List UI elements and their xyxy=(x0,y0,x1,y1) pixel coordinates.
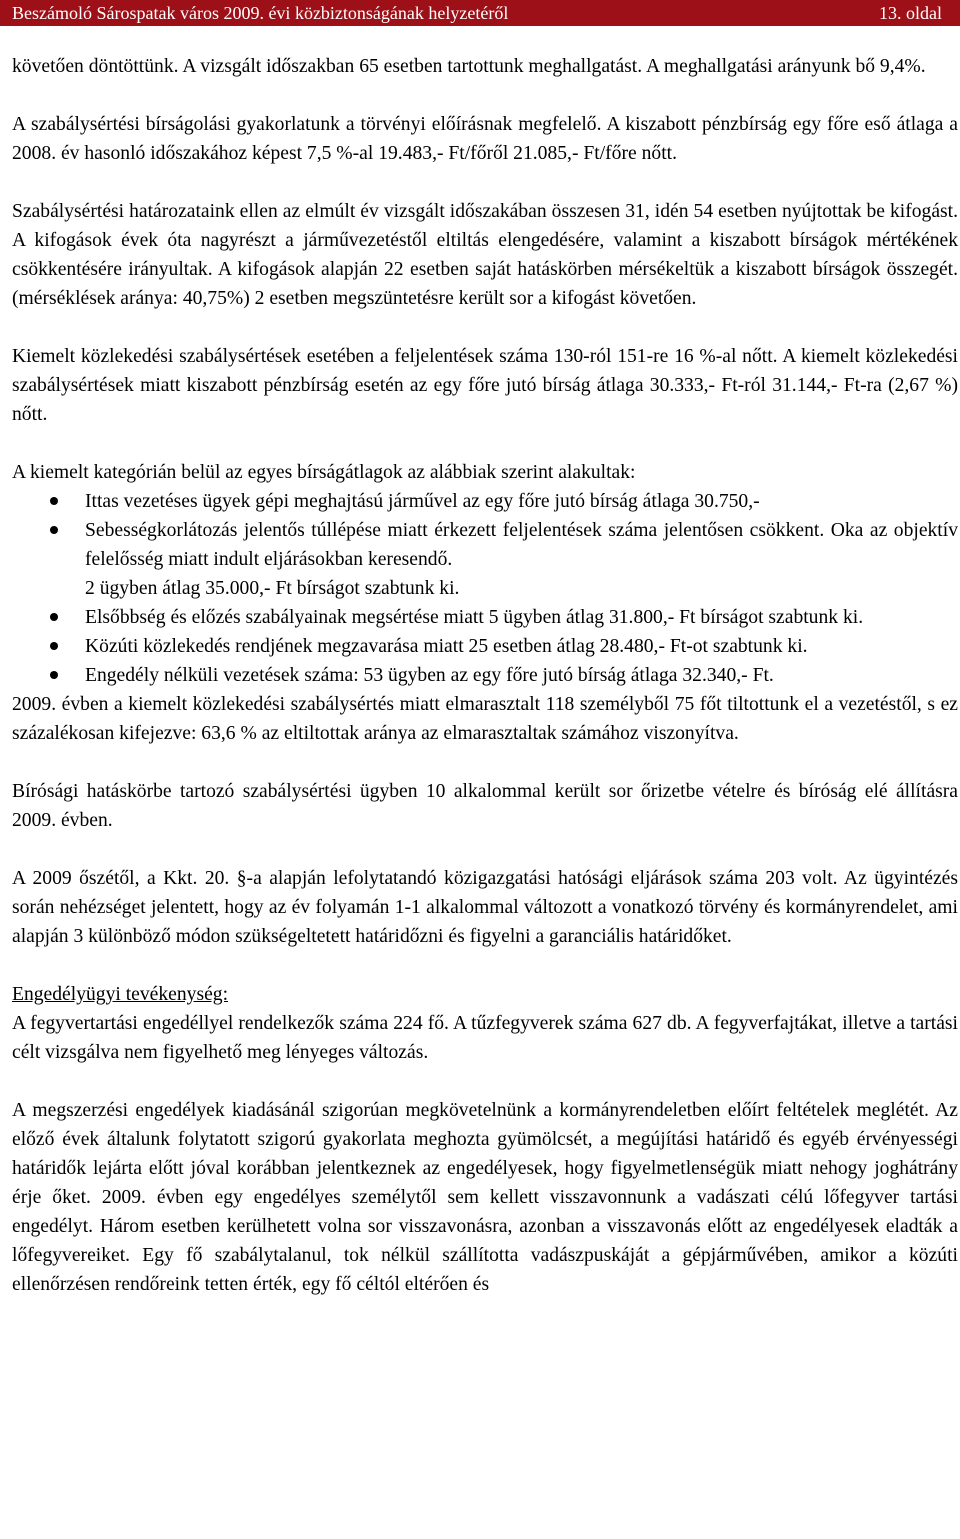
list-item-text-extra: 2 ügyben átlag 35.000,- Ft bírságot szabtunk ki. xyxy=(85,578,460,599)
list-item-text: Sebességkorlátozás jelentős túllépése miatt érkezett feljelentések száma jelentősen csökkent. Oka az objektív felelősség miatt indult eljárásokban keresendő. xyxy=(85,520,958,570)
paragraph-5: A kiemelt kategórián belül az egyes bírságátlagok az alábbiak szerint alakultak: xyxy=(12,462,636,483)
list-item-text: Ittas vezetéses ügyek gépi meghajtású járművel az egy főre jutó bírság átlaga 30.750,- xyxy=(85,491,760,512)
paragraph-9: A fegyvertartási engedéllyel rendelkezők száma 224 fő. A tűzfegyverek száma 627 db. A fegyverfajtákat, illetve a tartási célt vizsgálva nem figyelhető meg lényeges változás. xyxy=(12,1013,958,1063)
bullet-icon xyxy=(50,642,58,650)
section-heading xyxy=(12,980,958,1009)
document-title: Beszámoló Sárospatak város 2009. évi közbiztonságának helyzetéről xyxy=(12,3,509,23)
page-number: 13. oldal xyxy=(879,3,942,23)
page-header xyxy=(0,0,960,26)
bullet-icon xyxy=(50,497,58,505)
list-item xyxy=(12,661,958,690)
list-item-text: Közúti közlekedés rendjének megzavarása miatt 25 esetben átlag 28.480,- Ft-ot szabtunk ki. xyxy=(85,636,808,657)
paragraph-8: A 2009 őszétől, a Kkt. 20. §-a alapján lefolytatandó közigazgatási hatósági eljárások száma 203 volt. Az ügyintézés során nehézséget jelentett, hogy az év folyamán 1-1 alkalommal változott a vonatkozó törvény és kormányrendelet, ami alapján 3 különböző módon szükségeltetett határidőzni és figyelni a garanciális határidőket. xyxy=(12,868,958,947)
paragraph-10: A megszerzési engedélyek kiadásánál szigorúan megkövetelnünk a kormányrendeletben előírt feltételek meglétét. Az előző évek általunk folytatott szigorú gyakorlata meghozta gyümölcsét, a megújítási határidő és egyéb érvényességi határidők lejárta előtt jóval korábban jelentkeznek az engedélyesek, hogy figyelmetlenségük miatt nehogy joghátrány érje őket. 2009. évben egy engedélyes személytől sem kellett visszavonnunk a vadászati célú lőfegyver tartási engedélyt. Három esetben kerülhetett volna sor visszavonásra, azonban a visszavonás előtt az engedélyesek eladták a lőfegyvereiket. Egy fő szabálytalanul, tok nélkül szállította vadászpuskáját a gépjárművében, amikor a közúti ellenőrzésen rendőreink tetten érték, egy fő céltól eltérően és xyxy=(12,1100,958,1295)
section-heading-text: Engedélyügyi tevékenység: xyxy=(12,984,229,1005)
paragraph-3: Szabálysértési határozataink ellen az elmúlt év vizsgált időszakában összesen 31, idén 54 esetben nyújtottak be kifogást. A kifogások évek óta nagyrészt a járművezetéstől eltiltás elengedésére, valamint a kiszabott bírságok mértékének csökkentésére irányultak. A kifogások alapján 22 esetben saját hatáskörben mérsékeltük a kiszabott bírságok összegét.(mérséklések aránya: 40,75%) 2 esetben megszüntetésre került sor a kifogást követően. xyxy=(12,201,958,309)
list-item-text: Engedély nélküli vezetések száma: 53 ügyben az egy főre jutó bírság átlaga 32.340,- Ft. xyxy=(85,665,774,686)
paragraph-4: Kiemelt közlekedési szabálysértések esetében a feljelentések száma 130-ról 151-re 16 %-al nőtt. A kiemelt közlekedési szabálysértések miatt kiszabott pénzbírság esetén az egy főre jutó bírság átlaga 30.333,- Ft-ról 31.144,- Ft-ra (2,67 %) nőtt. xyxy=(12,346,958,425)
list-item xyxy=(12,632,958,661)
bullet-icon xyxy=(50,526,58,534)
list-item xyxy=(12,516,958,603)
document-body xyxy=(12,52,958,1299)
paragraph-7: Bírósági hatáskörbe tartozó szabálysértési ügyben 10 alkalommal került sor őrizetbe vételre és bíróság elé állításra 2009. évben. xyxy=(12,781,958,831)
list-item xyxy=(12,603,958,632)
list-item-text: Elsőbbség és előzés szabályainak megsértése miatt 5 ügyben átlag 31.800,- Ft bírságot szabtunk ki. xyxy=(85,607,864,628)
bullet-icon xyxy=(50,613,58,621)
list-item xyxy=(12,487,958,516)
fine-averages-list xyxy=(12,487,958,690)
paragraph-6: 2009. évben a kiemelt közlekedési szabálysértés miatt elmarasztalt 118 személyből 75 főt tiltottunk el a vezetéstől, s ez százalékosan kifejezve: 63,6 % az eltiltottak aránya az elmarasztaltak számához viszonyítva. xyxy=(12,694,958,744)
paragraph-1: követően döntöttünk. A vizsgált időszakban 65 esetben tartottunk meghallgatást. A meghallgatási arányunk bő 9,4%. xyxy=(12,56,926,77)
bullet-icon xyxy=(50,671,58,679)
paragraph-2: A szabálysértési bírságolási gyakorlatunk a törvényi előírásnak megfelelő. A kiszabott pénzbírság egy főre eső átlaga a 2008. év hasonló időszakához képest 7,5 %-al 19.483,- Ft/főről 21.085,- Ft/főre nőtt. xyxy=(12,114,958,164)
